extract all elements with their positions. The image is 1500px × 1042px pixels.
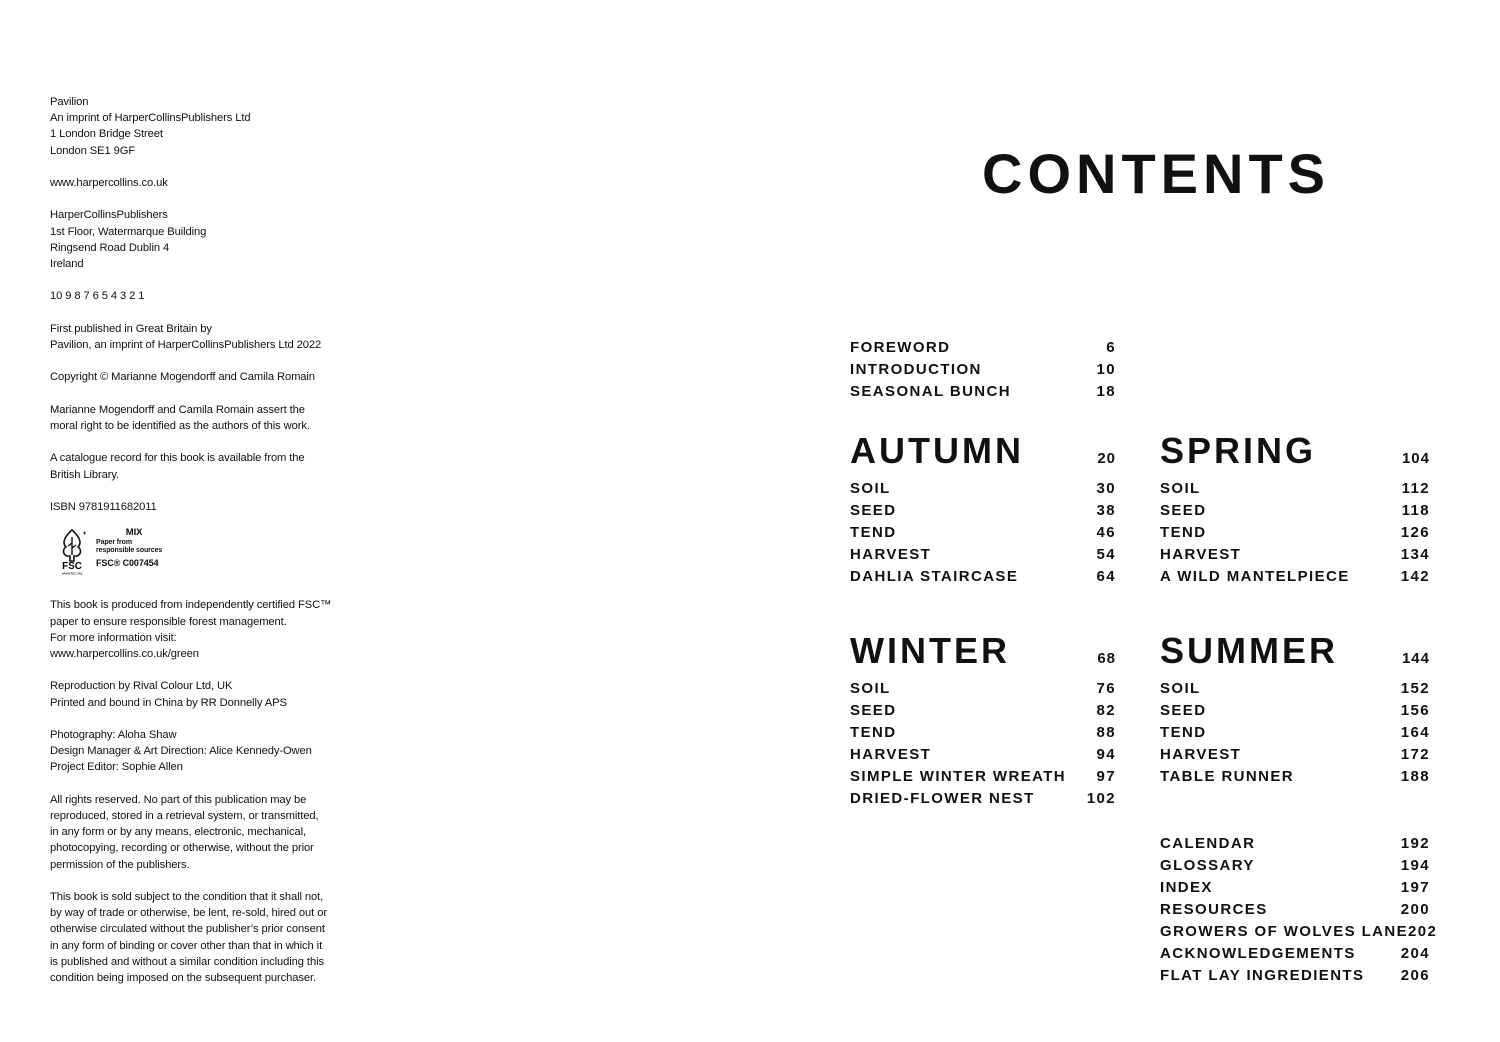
toc-page: 88 <box>1096 724 1116 741</box>
toc-label: RESOURCES <box>1160 901 1268 918</box>
toc-entry[interactable] <box>1160 766 1430 788</box>
section-title: WINTER <box>850 630 1010 671</box>
toc-page: 188 <box>1400 768 1430 785</box>
toc-entry[interactable] <box>850 381 1116 403</box>
toc-label: TABLE RUNNER <box>1160 768 1295 785</box>
toc-page: 194 <box>1400 857 1430 874</box>
toc-entry[interactable] <box>850 500 1116 522</box>
toc-entry[interactable] <box>850 700 1116 722</box>
toc-label: SIMPLE WINTER WREATH <box>850 768 1067 785</box>
print-line <box>50 288 350 304</box>
imprint-line: This book is sold subject to the condition that it shall not, <box>50 890 324 903</box>
toc-page: 94 <box>1096 746 1116 763</box>
toc-page: 112 <box>1401 480 1430 497</box>
imprint-line: in any form of binding or cover other than that in which it <box>50 939 323 952</box>
section-page: 20 <box>1097 450 1116 467</box>
production <box>50 678 350 710</box>
imprint-line: Marianne Mogendorff and Camila Romain assert the <box>50 403 305 416</box>
imprint-line: otherwise circulated without the publisher’s prior consent <box>50 923 325 936</box>
toc-entry[interactable] <box>850 337 1116 359</box>
toc-entry[interactable] <box>850 744 1116 766</box>
toc-entry[interactable] <box>1160 877 1430 899</box>
toc-page: 82 <box>1096 702 1116 719</box>
section-heading[interactable] <box>850 429 1116 473</box>
copyright-line: Copyright © Marianne Mogendorff and Camila Romain <box>50 371 315 384</box>
section-heading[interactable] <box>1160 429 1430 473</box>
toc-page: 204 <box>1400 945 1430 962</box>
toc-label: HARVEST <box>850 546 932 563</box>
imprint-line: reproduced, stored in a retrieval system, or transmitted, <box>50 809 319 822</box>
imprint-line: Pavilion <box>50 96 89 108</box>
toc-entry[interactable] <box>1160 700 1430 722</box>
toc-label: SOIL <box>1160 680 1201 697</box>
imprint-line: Pavilion, an imprint of HarperCollinsPublishers Ltd 2022 <box>50 338 322 351</box>
imprint-line: Printed and bound in China by RR Donnelly APS <box>50 696 287 709</box>
fsc-statement <box>50 597 350 662</box>
toc-page: 6 <box>1106 339 1116 356</box>
toc-section-summer <box>1160 629 1430 788</box>
toc-label: DRIED-FLOWER NEST <box>850 790 1035 807</box>
imprint-line: Ringsend Road Dublin 4 <box>50 241 170 254</box>
section-title: SUMMER <box>1160 630 1338 671</box>
toc-entry[interactable] <box>1160 500 1430 522</box>
toc-label: DAHLIA STAIRCASE <box>850 568 1019 585</box>
toc-page: 30 <box>1096 480 1116 497</box>
toc-label: SOIL <box>1160 480 1201 497</box>
toc-entry[interactable] <box>850 722 1116 744</box>
toc-entry[interactable] <box>1160 744 1430 766</box>
toc-entry[interactable] <box>1160 833 1430 855</box>
catalogue-record <box>50 450 350 482</box>
toc-label: SEED <box>850 502 897 519</box>
website <box>50 175 350 191</box>
fsc-mix: MIX <box>125 527 143 539</box>
imprint-line: Reproduction by Rival Colour Ltd, UK <box>50 680 233 693</box>
fsc-label <box>96 527 162 569</box>
toc-label: SEASONAL BUNCH <box>850 383 1012 400</box>
imprint-line: Ireland <box>50 258 84 270</box>
toc-page: 46 <box>1096 524 1116 541</box>
imprint-line: An imprint of HarperCollinsPublishers Ltd <box>50 112 251 125</box>
toc-label: TEND <box>1160 524 1207 541</box>
toc-page: 200 <box>1400 901 1430 918</box>
toc-entry[interactable] <box>1160 544 1430 566</box>
toc-page: 152 <box>1400 680 1430 697</box>
page-title: CONTENTS <box>982 142 1330 205</box>
toc-entry[interactable] <box>1160 478 1430 500</box>
toc-entry[interactable] <box>1160 522 1430 544</box>
toc-entry[interactable] <box>850 678 1116 700</box>
toc-back-matter <box>1160 833 1438 987</box>
imprint-line: London SE1 9GF <box>50 144 136 157</box>
moral-right <box>50 402 350 434</box>
toc-page: 172 <box>1400 746 1430 763</box>
imprint-line: For more information visit: <box>50 631 177 644</box>
toc-page: 202 <box>1408 923 1438 940</box>
toc-page: 18 <box>1096 383 1116 400</box>
toc-page: 156 <box>1400 702 1430 719</box>
toc-label: HARVEST <box>1160 546 1242 563</box>
toc-page: 64 <box>1096 568 1116 585</box>
toc-front-matter <box>850 337 1116 403</box>
first-published <box>50 321 350 353</box>
fsc-mark <box>50 527 350 575</box>
toc-page: 134 <box>1400 546 1430 563</box>
toc-entry[interactable] <box>1160 722 1430 744</box>
toc-page: 142 <box>1400 568 1430 585</box>
imprint-line: This book is produced from independently certified FSC™ <box>50 599 332 612</box>
toc-label: HARVEST <box>1160 746 1242 763</box>
toc-entry[interactable] <box>850 566 1116 588</box>
credits <box>50 727 350 776</box>
imprint-line: permission of the publishers. <box>50 858 190 871</box>
toc-label: TEND <box>1160 724 1207 741</box>
toc-label: INTRODUCTION <box>850 361 982 378</box>
toc-entry[interactable] <box>1160 566 1430 588</box>
imprint-line: British Library. <box>50 468 120 481</box>
toc-label: A WILD MANTELPIECE <box>1160 568 1350 585</box>
toc-entry[interactable] <box>1160 899 1430 921</box>
toc-page: 197 <box>1400 879 1430 896</box>
toc-entry[interactable] <box>850 788 1116 810</box>
website-link[interactable]: www.harpercollins.co.uk <box>50 177 168 189</box>
section-title: AUTUMN <box>850 430 1024 471</box>
imprint-line: A catalogue record for this book is available from the <box>50 452 305 465</box>
copyright <box>50 369 350 385</box>
imprint-line: is published and without a similar condition including this <box>50 955 324 968</box>
toc-label: SOIL <box>850 680 891 697</box>
fsc-paper-line: responsible sources <box>96 547 163 555</box>
toc-label: FLAT LAY INGREDIENTS <box>1160 967 1365 984</box>
toc-entry[interactable] <box>850 766 1116 788</box>
isbn <box>50 499 350 515</box>
print-number-line: 10 9 8 7 6 5 4 3 2 1 <box>50 290 145 303</box>
publisher-address <box>50 94 350 159</box>
toc-entry[interactable] <box>850 478 1116 500</box>
toc-label: ACKNOWLEDGEMENTS <box>1160 945 1356 962</box>
fsc-code: FSC® C007454 <box>96 558 159 569</box>
toc-entry[interactable] <box>850 522 1116 544</box>
imprint-line: by way of trade or otherwise, be lent, re-sold, hired out or <box>50 907 327 920</box>
toc-label: GROWERS OF WOLVES LANE <box>1160 923 1409 940</box>
section-page: 144 <box>1401 650 1430 667</box>
imprint-page <box>50 94 350 1002</box>
fsc-paper-line: Paper from <box>96 539 132 547</box>
toc-label: SEED <box>1160 702 1207 719</box>
fsc-logo-url: www.fsc.org <box>61 570 83 576</box>
imprint-line: 1st Floor, Watermarque Building <box>50 225 207 238</box>
toc-label: GLOSSARY <box>1160 857 1255 874</box>
sale-condition <box>50 889 350 986</box>
toc-label: SEED <box>1160 502 1207 519</box>
section-page: 104 <box>1401 450 1430 467</box>
toc-section-spring <box>1160 429 1430 588</box>
toc-section-autumn <box>850 429 1116 588</box>
section-heading[interactable] <box>850 629 1116 673</box>
toc-entry[interactable] <box>850 544 1116 566</box>
section-page: 68 <box>1097 650 1116 667</box>
toc-page: 38 <box>1096 502 1116 519</box>
toc-label: TEND <box>850 724 897 741</box>
toc-section-winter <box>850 629 1116 810</box>
toc-entry[interactable] <box>1160 921 1438 943</box>
rights <box>50 792 350 873</box>
toc-entry[interactable] <box>1160 965 1430 987</box>
toc-page: 102 <box>1086 790 1116 807</box>
fsc-logo-text: FSC <box>62 561 82 573</box>
imprint-line: paper to ensure responsible forest management. <box>50 615 287 628</box>
toc-entry[interactable] <box>1160 943 1430 965</box>
section-title: SPRING <box>1160 430 1317 471</box>
imprint-line: Project Editor: Sophie Allen <box>50 761 183 774</box>
irish-office <box>50 207 350 272</box>
toc-label: HARVEST <box>850 746 932 763</box>
toc-page: 54 <box>1096 546 1116 563</box>
toc-label: INDEX <box>1160 879 1213 896</box>
imprint-line: Design Manager & Art Direction: Alice Kennedy-Owen <box>50 745 312 758</box>
toc-label: SEED <box>850 702 897 719</box>
isbn-line: ISBN 9781911682011 <box>50 500 157 513</box>
green-link[interactable]: www.harpercollins.co.uk/green <box>50 647 199 660</box>
toc-label: CALENDAR <box>1160 835 1256 852</box>
imprint-line: 1 London Bridge Street <box>50 128 163 141</box>
toc-page: 164 <box>1400 724 1430 741</box>
toc-page: 118 <box>1401 502 1430 519</box>
imprint-line: photocopying, recording or otherwise, without the prior <box>50 842 314 855</box>
imprint-line: First published in Great Britain by <box>50 322 212 335</box>
toc-label: FOREWORD <box>850 339 951 356</box>
toc-entry[interactable] <box>1160 855 1430 877</box>
toc-label: SOIL <box>850 480 891 497</box>
toc-entry[interactable] <box>850 359 1116 381</box>
toc-page: 76 <box>1096 680 1116 697</box>
toc-page: 126 <box>1400 524 1430 541</box>
imprint-line: Photography: Aloha Shaw <box>50 728 177 741</box>
imprint-line: All rights reserved. No part of this publication may be <box>50 793 307 806</box>
toc-page: 206 <box>1400 967 1430 984</box>
toc-page: 192 <box>1400 835 1430 852</box>
toc-page: 10 <box>1096 361 1116 378</box>
toc-label: TEND <box>850 524 897 541</box>
section-heading[interactable] <box>1160 629 1430 673</box>
imprint-line: moral right to be identified as the authors of this work. <box>50 419 310 432</box>
fsc-tree-logo-icon <box>50 527 94 575</box>
toc-page: 97 <box>1096 768 1116 785</box>
imprint-line: in any form or by any means, electronic, mechanical, <box>50 826 306 839</box>
imprint-line: HarperCollinsPublishers <box>50 209 168 222</box>
toc-entry[interactable] <box>1160 678 1430 700</box>
imprint-line: condition being imposed on the subsequent purchaser. <box>50 971 316 984</box>
